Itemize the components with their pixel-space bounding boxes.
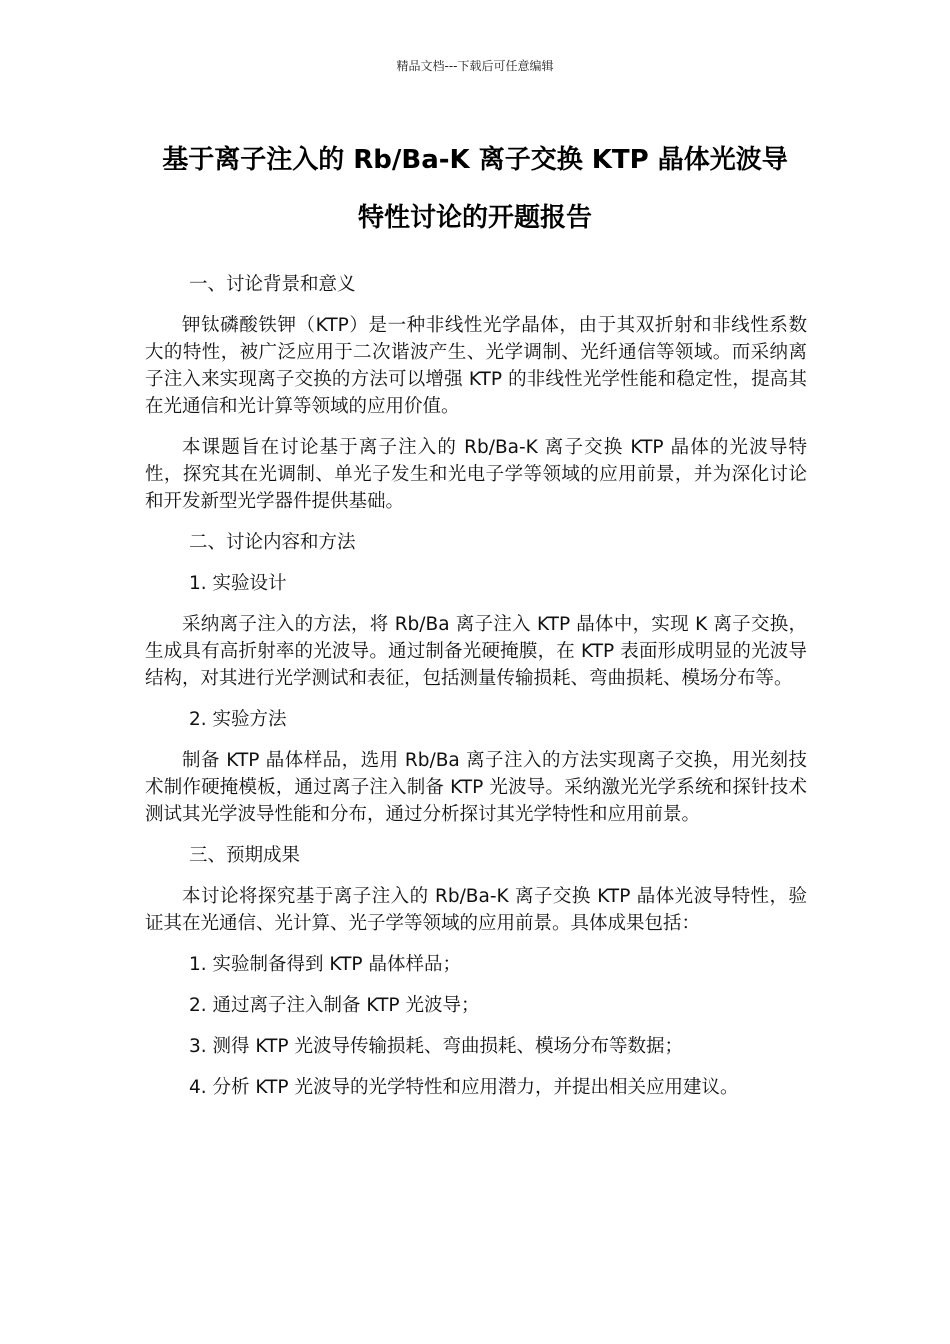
document-body: [145, 271, 807, 1115]
document-title-line-1: 基于离子注入的 Rb/Ba-K 离子交换 KTP 晶体光波导: [162, 145, 788, 175]
result-item: 3. 测得 KTP 光波导传输损耗、弯曲损耗、模场分布等数据；: [189, 1036, 683, 1057]
result-item: 2. 通过离子注入制备 KTP 光波导；: [189, 995, 480, 1016]
paragraph-background: 钾钛磷酸铁钾（KTP）是一种非线性光学晶体，由于其双折射和非线性系数大的特性，被广泛应用于二次谐波产生、光学调制、光纤通信等领域。而采纳离子注入来实现离子交换的方法可以增强 KTP 的非线性光学性能和稳定性，提高其在光通信和光计算等领域的应用价值。: [145, 315, 807, 417]
subheading-experiment-design: 1. 实验设计: [189, 573, 287, 594]
section-heading-expected-results: 三、预期成果: [189, 845, 301, 866]
paragraph-experiment-design: 采纳离子注入的方法，将 Rb/Ba 离子注入 KTP 晶体中，实现 K 离子交换，生成具有高折射率的光波导。通过制备光硬掩膜，在 KTP 表面形成明显的光波导结构，对其进行光学测试和表征，包括测量传输损耗、弯曲损耗、模场分布等。: [145, 614, 807, 689]
document-title-line-2: 特性讨论的开题报告: [357, 203, 592, 233]
paragraph-expected-results: 本讨论将探究基于离子注入的 Rb/Ba-K 离子交换 KTP 晶体光波导特性，验证其在光通信、光计算、光子学等领域的应用前景。具体成果包括：: [145, 886, 807, 934]
header-note: 精品文档---下载后可任意编辑: [396, 59, 554, 73]
subheading-experiment-method: 2. 实验方法: [189, 709, 287, 730]
paragraph-experiment-method: 制备 KTP 晶体样品，选用 Rb/Ba 离子注入的方法实现离子交换，用光刻技术制作硬掩模板，通过离子注入制备 KTP 光波导。采纳激光光学系统和探针技术测试其光学波导性能和分布，通过分析探讨其光学特性和应用前景。: [145, 750, 807, 825]
paragraph-purpose: 本课题旨在讨论基于离子注入的 Rb/Ba-K 离子交换 KTP 晶体的光波导特性，探究其在光调制、单光子发生和光电子学等领域的应用前景，并为深化讨论和开发新型光学器件提供基础。: [145, 437, 807, 512]
result-item: 4. 分析 KTP 光波导的光学特性和应用潜力，并提出相关应用建议。: [189, 1077, 739, 1098]
section-heading-methods: 二、讨论内容和方法: [189, 532, 356, 553]
result-item: 1. 实验制备得到 KTP 晶体样品；: [189, 954, 461, 975]
section-heading-background: 一、讨论背景和意义: [189, 274, 356, 295]
